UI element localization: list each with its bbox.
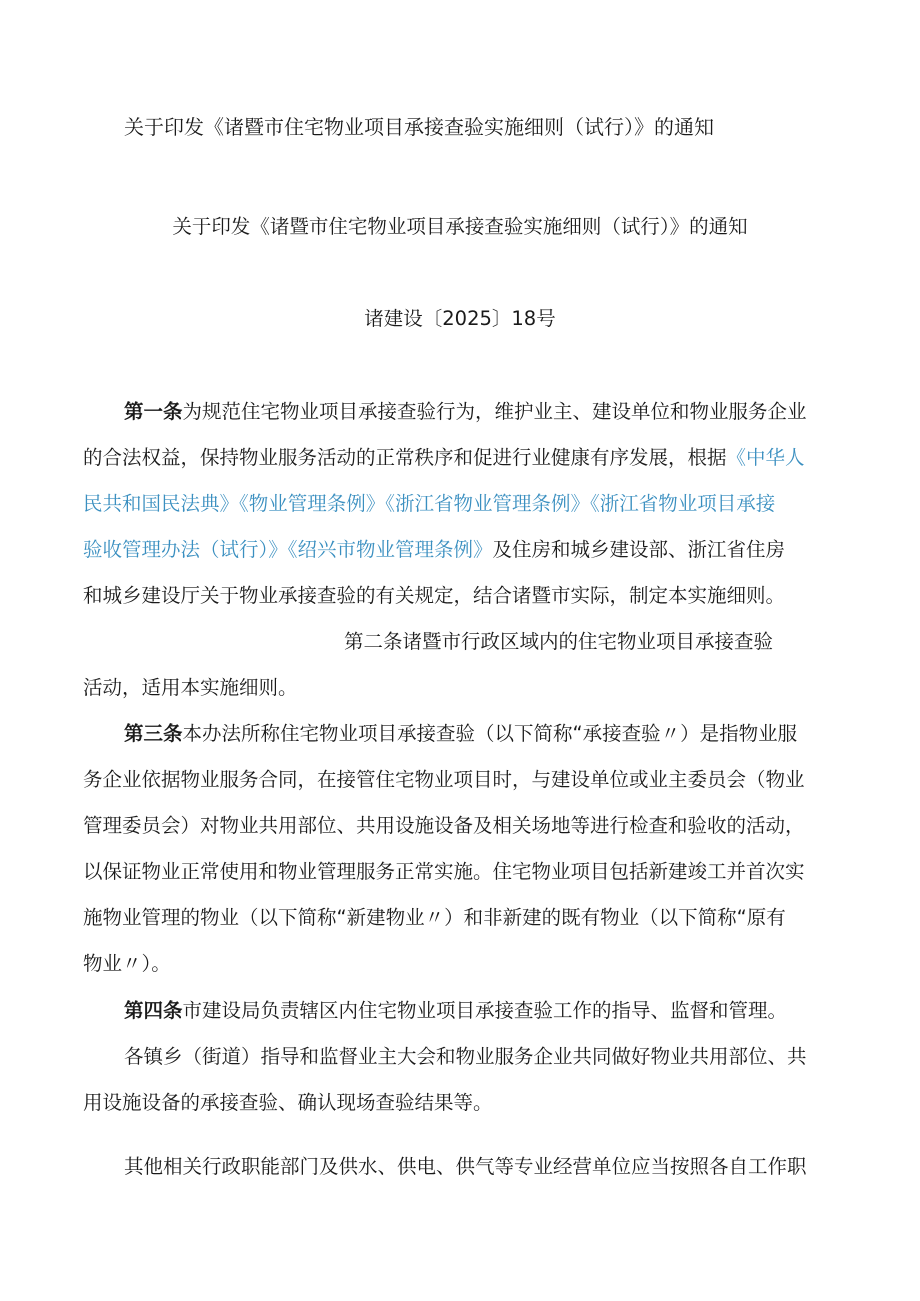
article-3-line-3: 管理委员会）对物业共用部位、共用设施设备及相关场地等进行检查和验收的活动， [83, 814, 805, 837]
article-4-para-2-line-2: 用设施设备的承接查验、确认现场查验结果等。 [83, 1091, 493, 1114]
article-2-line-2: 活动，适用本实施细则。 [83, 676, 298, 699]
article-1-line-2 [83, 447, 805, 469]
article-3-line-6: 物业〃）。 [83, 952, 171, 975]
article-1-text: 及住房和城乡建设部、浙江省住房 [492, 538, 786, 561]
article-1-line-5: 和城乡建设厅关于物业承接查验的有关规定，结合诸暨市实际，制定本实施细则。 [83, 584, 786, 607]
article-4-para-3-line-1: 其他相关行政职能部门及供水、供电、供气等专业经营单位应当按照各自工作职 [124, 1155, 807, 1178]
article-1-line-1 [124, 401, 807, 423]
article-1-label: 第一条 [124, 400, 183, 423]
article-3-label: 第三条 [124, 722, 183, 745]
article-1-text: 的合法权益，保持物业服务活动的正常秩序和促进行业健康有序发展，根据 [83, 446, 727, 469]
article-3-line-2: 务企业依据物业服务合同，在接管住宅物业项目时，与建设单位或业主委员会（物业 [83, 768, 805, 791]
article-4-label: 第四条 [124, 999, 183, 1022]
article-3-line-4: 以保证物业正常使用和物业管理服务正常实施。住宅物业项目包括新建竣工并首次实 [83, 860, 805, 883]
law-link[interactable]: 验收管理办法（试行）》《绍兴市物业管理条例》 [83, 538, 493, 561]
article-1-text: 为规范住宅物业项目承接查验行为，维护业主、建设单位和物业服务企业 [182, 400, 807, 423]
article-3-line-1 [124, 723, 797, 745]
document-number: 诸建设〔2025〕18号 [364, 307, 556, 330]
article-1-line-3 [83, 493, 775, 515]
law-link[interactable]: 《中华人 [726, 446, 805, 469]
article-3-line-5: 施物业管理的物业（以下简称“新建物业〃）和非新建的既有物业（以下简称“原有 [83, 906, 786, 929]
article-1-line-4 [83, 539, 785, 561]
article-4-para-2-line-1: 各镇乡（街道）指导和监督业主大会和物业服务企业共同做好物业共用部位、共 [124, 1045, 807, 1068]
page-header-title: 关于印发《诸暨市住宅物业项目承接查验实施细则（试行）》的通知 [124, 115, 714, 139]
article-3-text: 本办法所称住宅物业项目承接查验（以下简称“承接查验〃）是指物业服 [182, 722, 798, 745]
article-4-text: 市建设局负责辖区内住宅物业项目承接查验工作的指导、监督和管理。 [182, 999, 788, 1022]
article-4-line-1 [124, 1000, 787, 1022]
document-title: 关于印发《诸暨市住宅物业项目承接查验实施细则（试行）》的通知 [172, 215, 748, 238]
article-2-line-1: 第二条诸暨市行政区域内的住宅物业项目承接查验 [344, 630, 774, 653]
law-link[interactable]: 民共和国民法典》《物业管理条例》《浙江省物业管理条例》《浙江省物业项目承接 [83, 492, 776, 515]
